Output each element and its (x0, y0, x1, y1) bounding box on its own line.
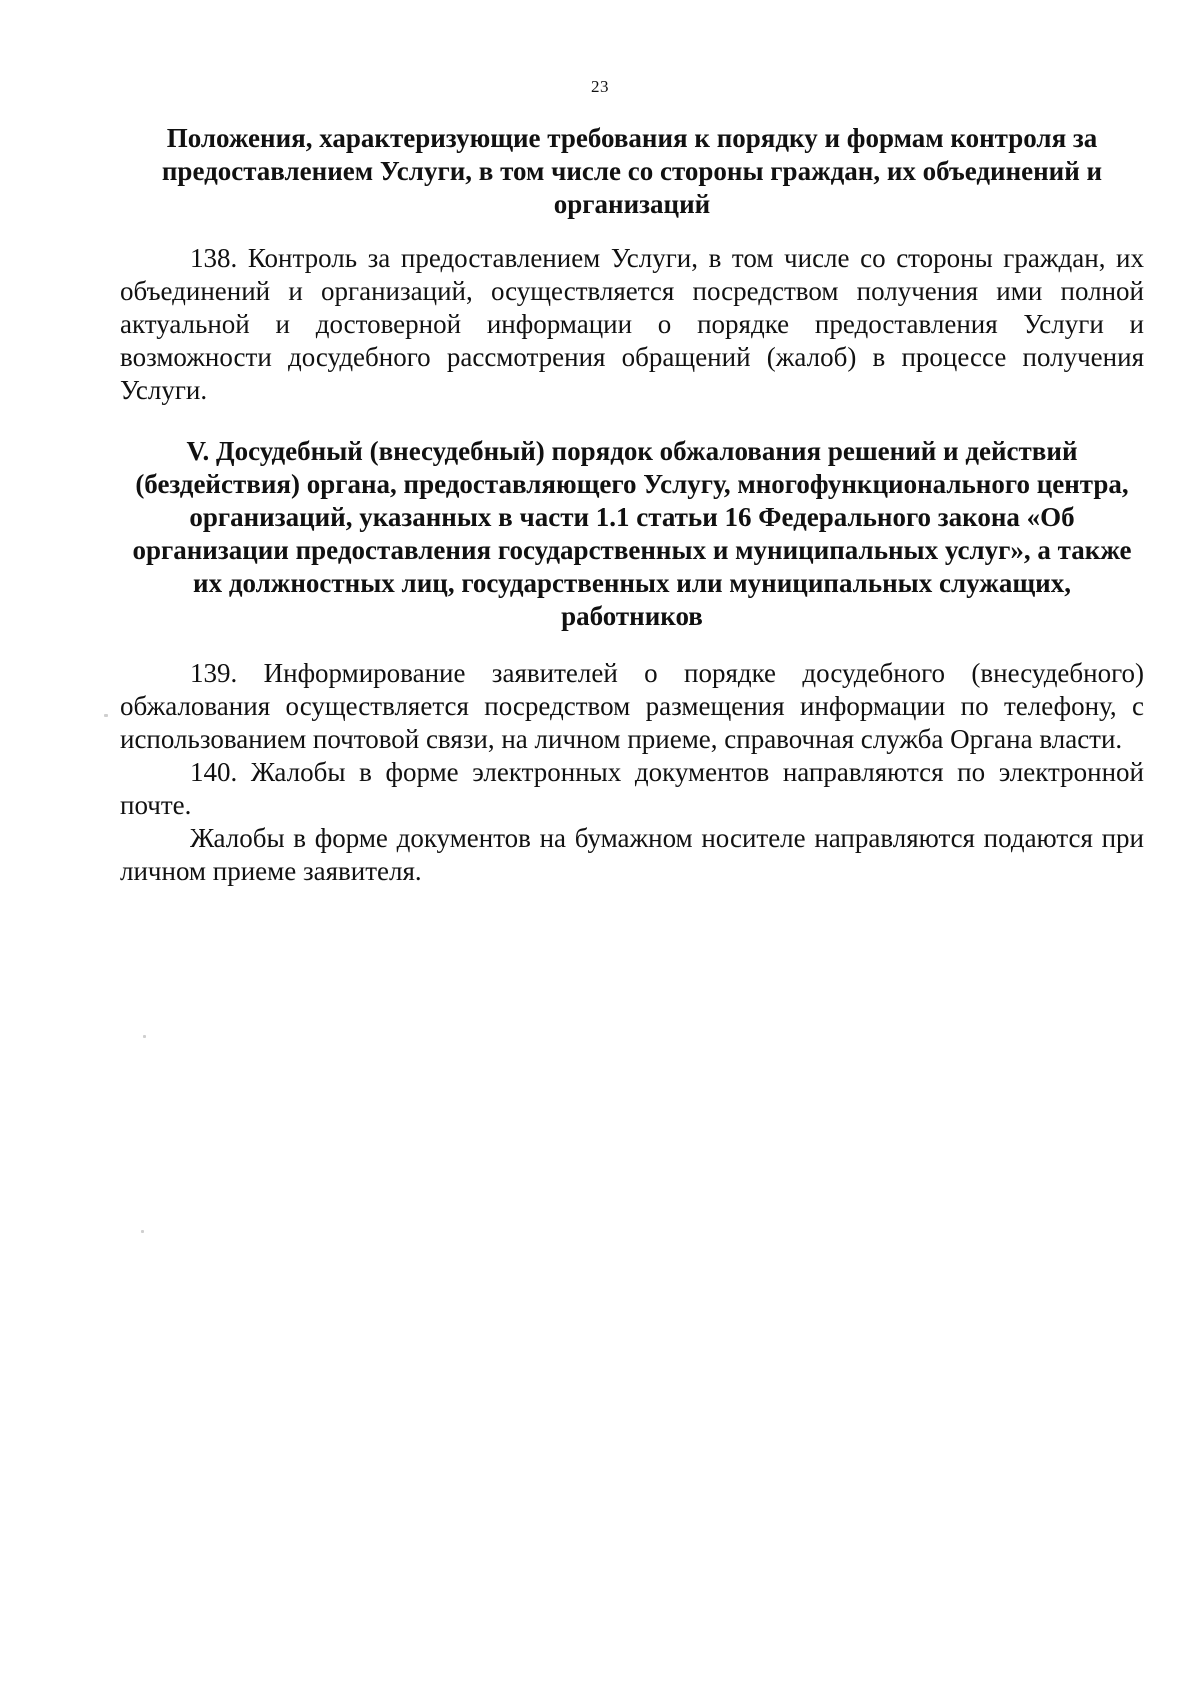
paragraph-140-continuation: Жалобы в форме документов на бумажном носителе направляются подаются при личном приеме заявителя. (120, 823, 1144, 886)
page-content (120, 122, 1144, 888)
chapter-heading: V. Досудебный (внесудебный) порядок обжалования решений и действий (бездействия) органа, предоставляющего Услугу, многофункционального центра, организаций, указанных в части 1.1 статьи 16 Федерального закона «Об организации предоставления государственных и муниципальных услуг», а также их должностных лиц, государственных или муниципальных служащих, работников (132, 436, 1132, 631)
paragraph-140: 140. Жалобы в форме электронных документов направляются по электронной почте. (120, 757, 1144, 820)
paragraph-138: 138. Контроль за предоставлением Услуги, в том числе со стороны граждан, их объединений и организаций, осуществляется посредством получения ими полной актуальной и достоверной информации о порядке предоставления Услуги и возможности досудебного рассмотрения обращений (жалоб) в процессе получения Услуги. (120, 243, 1144, 405)
page-number: 23 (591, 77, 609, 96)
scan-artifact (104, 714, 108, 717)
scan-artifact (143, 1035, 146, 1038)
paragraph-139: 139. Информирование заявителей о порядке досудебного (внесудебного) обжалования осуществляется посредством размещения информации по телефону, с использованием почтовой связи, на личном приеме, справочная служба Органа власти. (120, 658, 1144, 754)
section-heading: Положения, характеризующие требования к порядку и формам контроля за предоставлением Услуги, в том числе со стороны граждан, их объединений и организаций (161, 123, 1103, 219)
scan-artifact (141, 1230, 144, 1233)
